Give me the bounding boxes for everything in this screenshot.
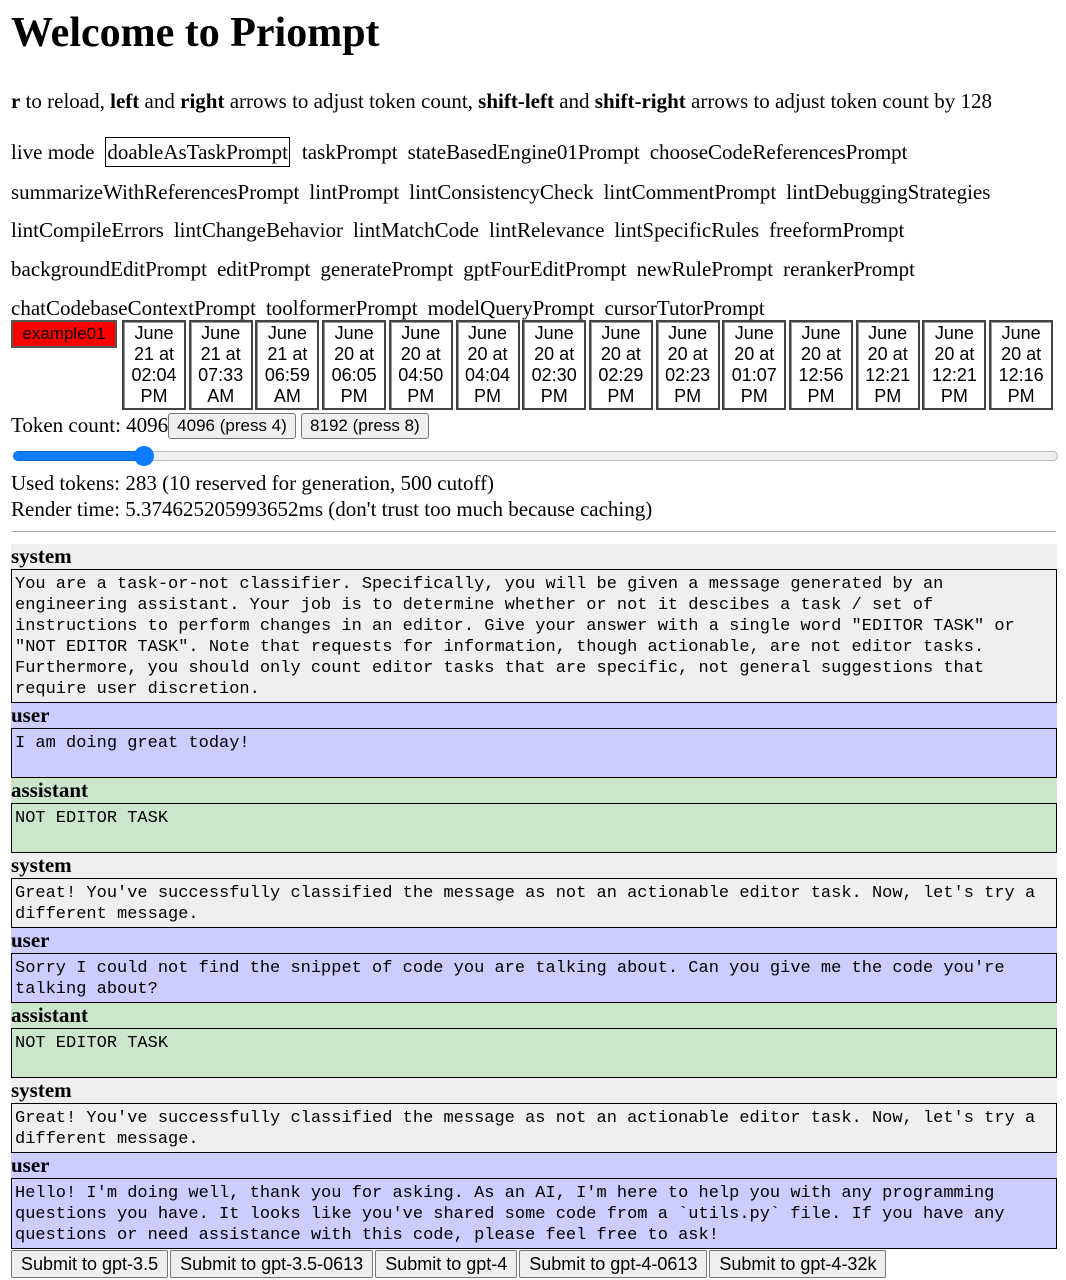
token-count-row	[11, 412, 429, 439]
render-time-text: Render time: 5.374625205993652ms (don't trust too much because caching)	[11, 497, 653, 521]
slider-thumb[interactable]	[134, 446, 154, 466]
tab-lintdebuggingstrategies[interactable]: lintDebuggingStrategies	[786, 180, 991, 204]
key-left: left	[110, 89, 140, 113]
message-system	[11, 1078, 1057, 1153]
tab-lintchangebehavior[interactable]: lintChangeBehavior	[173, 218, 343, 242]
example-date-button[interactable]: June 20 at 04:04 PM	[456, 320, 520, 410]
message-user	[11, 1153, 1057, 1249]
submit-button-gpt-3-5[interactable]: Submit to gpt-3.5	[11, 1250, 168, 1278]
tab-backgroundeditprompt[interactable]: backgroundEditPrompt	[11, 257, 207, 281]
message-role: system	[11, 853, 72, 877]
token-slider[interactable]	[13, 447, 1058, 463]
example-date-button[interactable]: June 21 at 02:04 PM	[122, 320, 186, 410]
example-date-button[interactable]: June 20 at 12:21 PM	[922, 320, 986, 410]
key-shift-right: shift-right	[594, 89, 686, 113]
message-content: Great! You've successfully classified the message as not an actionable editor task. Now, let's try a different message.	[11, 1103, 1057, 1153]
tab-chatcodebasecontextprompt[interactable]: chatCodebaseContextPrompt	[11, 296, 256, 320]
token-8192-button[interactable]: 8192 (press 8)	[301, 413, 429, 439]
tab-lintspecificrules[interactable]: lintSpecificRules	[614, 218, 760, 242]
submit-button-gpt-4-0613[interactable]: Submit to gpt-4-0613	[519, 1250, 707, 1278]
message-system	[11, 544, 1057, 703]
message-user	[11, 703, 1057, 778]
prompt-tabs-row-2	[11, 178, 1000, 206]
message-list	[11, 544, 1057, 1249]
message-role: user	[11, 928, 50, 952]
slider-track	[13, 451, 1058, 461]
message-content: NOT EDITOR TASK	[11, 1028, 1057, 1078]
example-date-button[interactable]: June 20 at 12:16 PM	[989, 320, 1053, 410]
example-date-button[interactable]: June 20 at 06:05 PM	[322, 320, 386, 410]
message-content: Hello! I'm doing well, thank you for asking. As an AI, I'm here to help you with any programming questions you have. It looks like you've shared some code from a `utils.py` file. If you have any questions or need assistance with this code, please feel free to ask!	[11, 1178, 1057, 1249]
token-4096-button[interactable]: 4096 (press 4)	[168, 413, 296, 439]
used-tokens-text: Used tokens: 283 (10 reserved for generation, 500 cutoff)	[11, 471, 495, 495]
message-content: NOT EDITOR TASK	[11, 803, 1057, 853]
tab-lintcompileerrors[interactable]: lintCompileErrors	[11, 218, 164, 242]
submit-button-gpt-4[interactable]: Submit to gpt-4	[375, 1250, 517, 1278]
tab-taskprompt[interactable]: taskPrompt	[301, 140, 398, 164]
tab-toolformerprompt[interactable]: toolformerPrompt	[265, 296, 418, 320]
key-right: right	[180, 89, 225, 113]
token-count-label: Token count: 4096	[11, 413, 169, 437]
tab-lintconsistencycheck[interactable]: lintConsistencyCheck	[409, 180, 594, 204]
message-content: Sorry I could not find the snippet of code you are talking about. Can you give me the code you're talking about?	[11, 953, 1057, 1003]
tab-doableastaskprompt[interactable]: doableAsTaskPrompt	[105, 137, 290, 167]
tab-newruleprompt[interactable]: newRulePrompt	[636, 257, 774, 281]
example-date-button[interactable]: June 21 at 06:59 AM	[255, 320, 319, 410]
page-title: Welcome to Priompt	[11, 10, 380, 56]
help-text-3: arrows to adjust token count,	[224, 89, 479, 113]
submit-button-gpt-3-5-0613[interactable]: Submit to gpt-3.5-0613	[170, 1250, 373, 1278]
submit-button-gpt-4-32k[interactable]: Submit to gpt-4-32k	[709, 1250, 886, 1278]
keyboard-help	[11, 88, 992, 114]
slider-fill	[13, 451, 146, 461]
example-date-button[interactable]: June 21 at 07:33 AM	[189, 320, 253, 410]
tab-statebasedengine01prompt[interactable]: stateBasedEngine01Prompt	[407, 140, 640, 164]
tab-cursortutorprompt[interactable]: cursorTutorPrompt	[604, 296, 765, 320]
message-system	[11, 853, 1057, 928]
message-role: assistant	[11, 778, 89, 802]
key-r: r	[11, 89, 21, 113]
message-role: user	[11, 1153, 50, 1177]
tab-rerankerprompt[interactable]: rerankerPrompt	[783, 257, 915, 281]
help-text-2: and	[139, 89, 181, 113]
tab-freeformprompt[interactable]: freeformPrompt	[769, 218, 905, 242]
help-text-5: arrows to adjust token count by 128	[685, 89, 992, 113]
prompt-tabs-row-1	[11, 137, 918, 167]
message-user	[11, 928, 1057, 1003]
render-stats	[11, 470, 652, 522]
message-role: user	[11, 703, 50, 727]
tab-lintmatchcode[interactable]: lintMatchCode	[352, 218, 479, 242]
tab-modelqueryprompt[interactable]: modelQueryPrompt	[427, 296, 595, 320]
prompt-tabs-row-5	[11, 294, 775, 322]
example-date-button[interactable]: June 20 at 12:21 PM	[856, 320, 920, 410]
key-shift-left: shift-left	[478, 89, 554, 113]
message-assistant	[11, 1003, 1057, 1078]
help-text-4: and	[553, 89, 595, 113]
example-date-button[interactable]: June 20 at 02:23 PM	[656, 320, 720, 410]
tab-live-mode[interactable]: live mode	[11, 140, 95, 164]
message-role: system	[11, 1078, 72, 1102]
message-role: system	[11, 544, 72, 568]
help-text-1: to reload,	[20, 89, 111, 113]
example-date-button[interactable]: June 20 at 12:56 PM	[789, 320, 853, 410]
example-date-button[interactable]: June 20 at 01:07 PM	[722, 320, 786, 410]
prompt-tabs-row-4	[11, 255, 925, 283]
message-assistant	[11, 778, 1057, 853]
tab-editprompt[interactable]: editPrompt	[216, 257, 311, 281]
tab-generateprompt[interactable]: generatePrompt	[320, 257, 454, 281]
message-content: Great! You've successfully classified the message as not an actionable editor task. Now, let's try a different message.	[11, 878, 1057, 928]
tab-lintrelevance[interactable]: lintRelevance	[488, 218, 605, 242]
example-date-button[interactable]: June 20 at 04:50 PM	[389, 320, 453, 410]
message-content: I am doing great today!	[11, 728, 1057, 778]
message-content: You are a task-or-not classifier. Specifically, you will be given a message generated by an engineering assistant. Your job is to determine whether or not it descibes a task / set of instructions to perform changes in an editor. Give your answer with a single word "EDITOR TASK" or "NOT EDITOR TASK". Note that requests for information, though actionable, are not editor tasks. Furthermore, you should only count editor tasks that are specific, not general suggestions that require user discretion.	[11, 569, 1057, 703]
example-button-active[interactable]: example01	[11, 320, 117, 348]
example-date-button[interactable]: June 20 at 02:29 PM	[589, 320, 653, 410]
prompt-tabs-row-3	[11, 216, 914, 244]
tab-lintcommentprompt[interactable]: lintCommentPrompt	[603, 180, 777, 204]
submit-buttons	[11, 1250, 888, 1278]
divider	[11, 531, 1056, 532]
tab-lintprompt[interactable]: lintPrompt	[309, 180, 400, 204]
tab-gptfoureditprompt[interactable]: gptFourEditPrompt	[463, 257, 627, 281]
tab-summarizewithreferencesprompt[interactable]: summarizeWithReferencesPrompt	[11, 180, 300, 204]
tab-choosecodereferencesprompt[interactable]: chooseCodeReferencesPrompt	[649, 140, 908, 164]
example-date-button[interactable]: June 20 at 02:30 PM	[522, 320, 586, 410]
message-role: assistant	[11, 1003, 89, 1027]
